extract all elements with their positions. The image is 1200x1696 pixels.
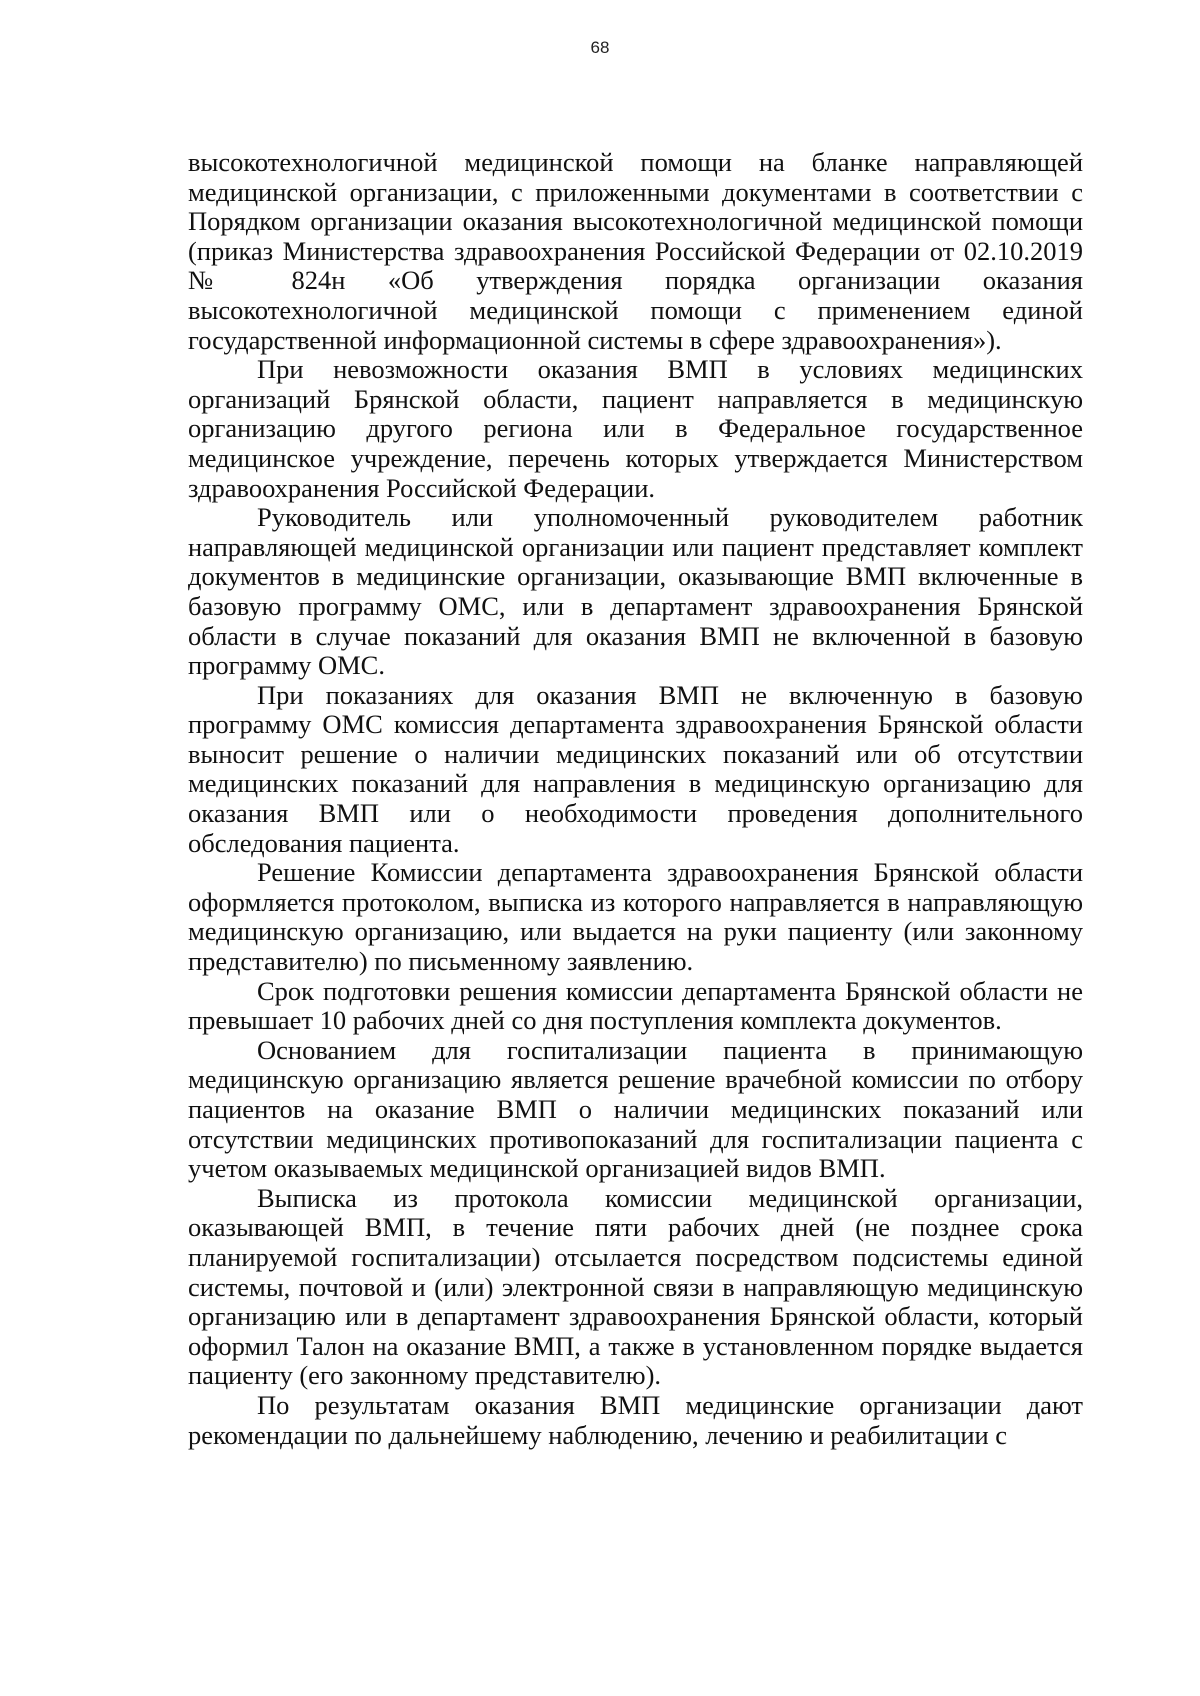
document-body	[188, 148, 1083, 1450]
paragraph-2: При невозможности оказания ВМП в условиях медицинских организаций Брянской области, пациент направляется в медицинскую организацию другого региона или в Федеральное государственное медицинское учреждение, перечень которых утверждается Министерством здравоохранения Российской Федерации.	[188, 354, 1083, 503]
paragraph-7: Основанием для госпитализации пациента в принимающую медицинскую организацию является решение врачебной комиссии по отбору пациентов на оказание ВМП о наличии медицинских показаний или отсутствии медицинских противопоказаний для госпитализации пациента с учетом оказываемых медицинской организацией видов ВМП.	[188, 1034, 1083, 1184]
paragraph-6: Срок подготовки решения комиссии департамента Брянской области не превышает 10 рабочих дней со дня поступления комплекта документов.	[188, 975, 1083, 1036]
paragraph-5: Решение Комиссии департамента здравоохранения Брянской области оформляется протоколом, выписка из которого направляется в направляющую медицинскую организацию, или выдается на руки пациенту (или законному представителю) по письменному заявлению.	[188, 857, 1083, 977]
paragraph-3: Руководитель или уполномоченный руководителем работник направляющей медицинской организации или пациент представляет комплект документов в медицинские организации, оказывающие ВМП включенные в базовую программу ОМС, или в департамент здравоохранения Брянской области в случае показаний для оказания ВМП не включенной в базовую программу ОМС.	[188, 502, 1083, 681]
paragraph-1: высокотехнологичной медицинской помощи на бланке направляющей медицинской организации, с приложенными документами в соответствии с Порядком организации оказания высокотехнологичной медицинской помощи (приказ Министерства здравоохранения Российской Федерации от 02.10.2019 № 824н «Об утверждения порядка организации оказания высокотехнологичной медицинской помощи с применением единой государственной информационной системы в сфере здравоохранения»).	[188, 147, 1083, 355]
paragraph-4: При показаниях для оказания ВМП не включенную в базовую программу ОМС комиссия департамента здравоохранения Брянской области выносит решение о наличии медицинских показаний или об отсутствии медицинских показаний для направления в медицинскую организацию для оказания ВМП или о необходимости проведения дополнительного обследования пациента.	[188, 679, 1083, 858]
paragraph-9: По результатам оказания ВМП медицинские организации дают рекомендации по дальнейшему наблюдению, лечению и реабилитации с	[188, 1389, 1083, 1450]
paragraph-8: Выписка из протокола комиссии медицинской организации, оказывающей ВМП, в течение пяти рабочих дней (не позднее срока планируемой госпитализации) отсылается посредством подсистемы единой системы, почтовой и (или) электронной связи в направляющую медицинскую организацию или в департамент здравоохранения Брянской области, который оформил Талон на оказание ВМП, а также в установленном порядке выдается пациенту (его законному представителю).	[188, 1182, 1083, 1391]
page-number: 68	[590, 38, 610, 57]
